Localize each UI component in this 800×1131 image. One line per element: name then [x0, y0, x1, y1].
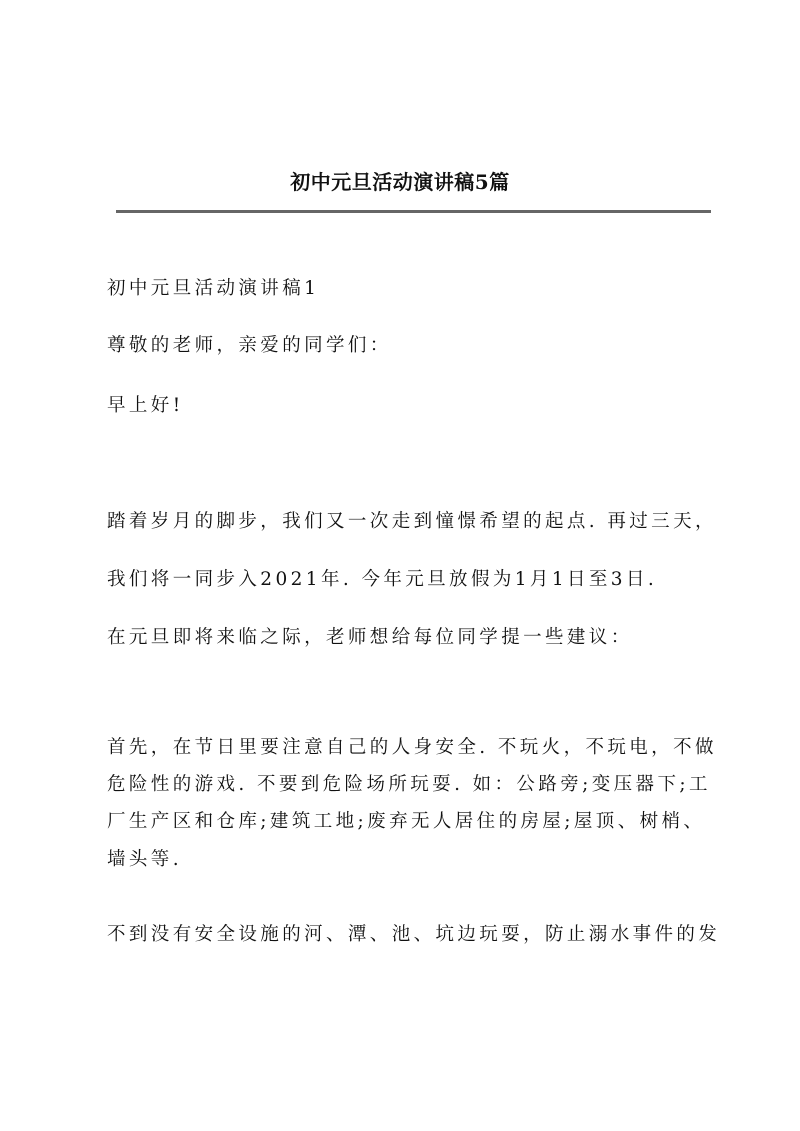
paragraph-line: 在元旦即将来临之际，老师想给每位同学提一些建议：	[107, 627, 633, 648]
paragraph-line: 危险性的游戏. 不要到危险场所玩耍. 如：公路旁;变压器下;工	[107, 774, 711, 795]
paragraph-line: 踏着岁月的脚步，我们又一次走到憧憬希望的起点. 再过三天，	[107, 511, 717, 532]
paragraph-line: 首先，在节日里要注意自己的人身安全. 不玩火，不玩电，不做	[107, 737, 717, 758]
paragraph-line: 不到没有安全设施的河、潭、池、坑边玩耍，防止溺水事件的发	[107, 924, 721, 945]
paragraph-line: 早上好!	[107, 395, 184, 416]
section-heading: 初中元旦活动演讲稿1	[107, 278, 320, 299]
paragraph-line: 厂生产区和仓库;建筑工地;废弃无人居住的房屋;屋顶、树梢、	[107, 811, 706, 832]
paragraph-line: 我们将一同步入2021年. 今年元旦放假为1月1日至3日.	[107, 569, 658, 590]
paragraph-line: 墙头等.	[107, 849, 182, 870]
title-divider	[116, 210, 711, 213]
paragraph-line: 尊敬的老师，亲爱的同学们：	[107, 335, 392, 356]
document-title: 初中元旦活动演讲稿5篇	[290, 170, 510, 194]
